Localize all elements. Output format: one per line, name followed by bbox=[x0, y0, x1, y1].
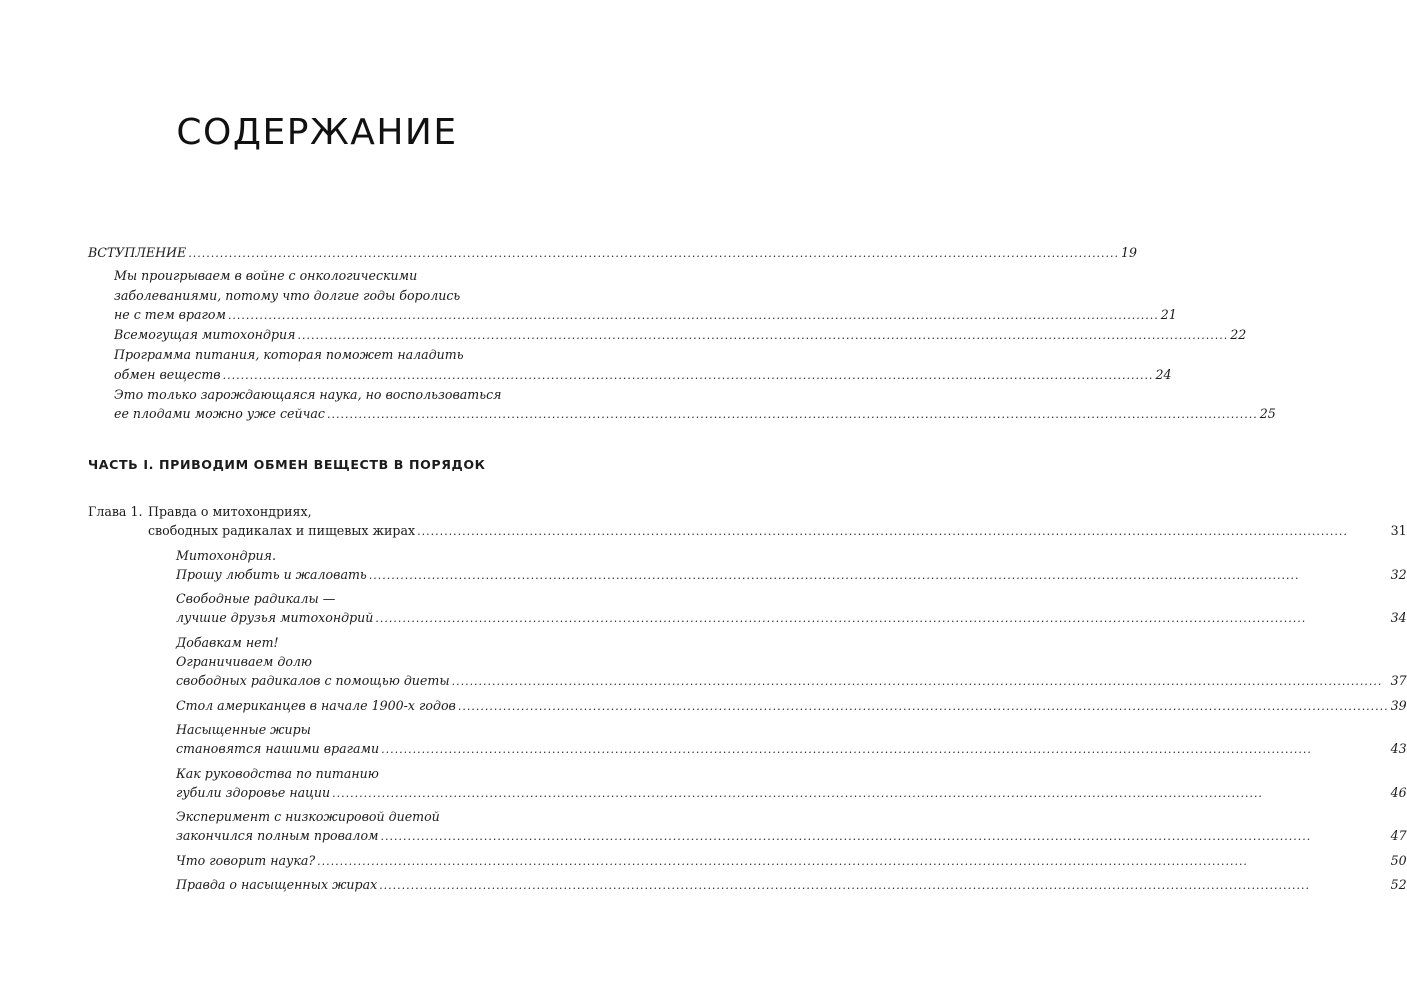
entry-last-line bbox=[176, 875, 1407, 895]
toc-subentry[interactable] bbox=[176, 696, 1407, 716]
toc-subentry[interactable] bbox=[114, 266, 1177, 325]
entry-last-line bbox=[176, 739, 1407, 759]
entry-line: свободных радикалах и пищевых жирах bbox=[148, 523, 416, 539]
entry-last-line bbox=[114, 365, 1172, 385]
toc-subentry[interactable] bbox=[176, 764, 1407, 804]
toc-subentry[interactable] bbox=[176, 589, 1407, 629]
entry-line: Эксперимент с низкожировой диетой bbox=[176, 809, 440, 825]
toc-subentry[interactable] bbox=[176, 807, 1407, 847]
toc-subentry[interactable] bbox=[114, 345, 1172, 385]
page-number: 21 bbox=[1160, 306, 1177, 322]
toc-subentry[interactable] bbox=[114, 325, 1247, 345]
entry-line: лучшие друзья митохондрий bbox=[176, 610, 374, 626]
toc-subentry[interactable] bbox=[176, 851, 1407, 871]
entry-last-line bbox=[148, 521, 1407, 541]
page-number: 52 bbox=[1390, 877, 1407, 893]
toc-subentry[interactable] bbox=[176, 546, 1407, 586]
entry-line: закончился полным провалом bbox=[176, 828, 379, 844]
page-number: 19 bbox=[1121, 245, 1138, 260]
dot-leader bbox=[379, 876, 1388, 895]
entry-line: ее плодами можно уже сейчас bbox=[114, 406, 325, 422]
page-number: 50 bbox=[1390, 852, 1407, 868]
dot-leader bbox=[380, 827, 1388, 846]
entry-line: Это только зарождающаяся наука, но воспользоваться bbox=[114, 387, 502, 403]
toc-entry-intro[interactable] bbox=[88, 243, 1138, 263]
dot-leader bbox=[317, 852, 1389, 871]
entry-line: Правда о митохондриях, bbox=[148, 503, 312, 519]
chapter-body bbox=[148, 502, 1407, 895]
dot-leader bbox=[381, 740, 1389, 759]
page-number: 37 bbox=[1390, 673, 1407, 689]
page-title: СОДЕРЖАНИЕ bbox=[176, 112, 458, 153]
chapter-subentries bbox=[148, 546, 1407, 896]
entry-line: Правда о насыщенных жирах bbox=[176, 877, 378, 893]
dot-leader bbox=[375, 609, 1388, 628]
entry-line: свободных радикалов с помощью диеты bbox=[176, 673, 450, 689]
entry-line: Добавкам нет! bbox=[176, 634, 279, 650]
toc-subentry[interactable] bbox=[176, 720, 1407, 760]
page-number: 25 bbox=[1259, 406, 1276, 422]
entry-last-line bbox=[176, 565, 1407, 585]
entry-last-line bbox=[114, 404, 1276, 424]
entry-last-line bbox=[176, 851, 1407, 871]
dot-leader bbox=[417, 522, 1389, 541]
dot-leader bbox=[223, 366, 1154, 385]
page-number: 39 bbox=[1390, 697, 1407, 713]
entry-line: Стол американцев в начале 1900-х годов bbox=[176, 697, 456, 713]
page-number: 32 bbox=[1390, 566, 1407, 582]
entry-last-line bbox=[176, 696, 1407, 716]
page-number: 22 bbox=[1230, 327, 1247, 343]
page-number: 43 bbox=[1390, 741, 1407, 757]
entry-line: становятся нашими врагами bbox=[176, 741, 380, 757]
entry-last-line bbox=[176, 783, 1407, 803]
entry-line: Программа питания, которая поможет наладить bbox=[114, 347, 464, 363]
entry-line: губили здоровье нации bbox=[176, 784, 331, 800]
chapter-number: Глава 1. bbox=[88, 503, 143, 519]
part-title: ЧАСТЬ I. ПРИВОДИМ ОБМЕН ВЕЩЕСТВ В ПОРЯДОК bbox=[88, 456, 486, 472]
toc-subentry[interactable] bbox=[176, 633, 1407, 692]
page-number: 47 bbox=[1390, 828, 1407, 844]
entry-line: Мы проигрываем в войне с онкологическими bbox=[114, 268, 418, 284]
entry-line: Ограничиваем долю bbox=[176, 654, 313, 670]
entry-last-line bbox=[114, 305, 1177, 325]
dot-leader bbox=[297, 326, 1228, 345]
toc-entry-chapter-title[interactable] bbox=[148, 502, 1407, 542]
entry-line: не с тем врагом bbox=[114, 306, 226, 322]
dot-leader bbox=[452, 672, 1389, 691]
chapter-1 bbox=[88, 502, 1407, 895]
page-number: 24 bbox=[1155, 366, 1172, 382]
dot-leader bbox=[327, 405, 1258, 424]
entry-last-line bbox=[88, 243, 1138, 263]
dot-leader bbox=[228, 306, 1159, 325]
entry-last-line bbox=[176, 608, 1407, 628]
page-number: 34 bbox=[1390, 610, 1407, 626]
toc-subentry[interactable] bbox=[176, 875, 1407, 895]
entry-line: ВСТУПЛЕНИЕ bbox=[88, 245, 187, 260]
entry-line: обмен веществ bbox=[114, 366, 221, 382]
entry-line: Как руководства по питанию bbox=[176, 765, 379, 781]
entry-line: Насыщенные жиры bbox=[176, 721, 311, 737]
page-number: 46 bbox=[1390, 784, 1407, 800]
entry-line: заболеваниями, потому что долгие годы боролись bbox=[114, 287, 461, 303]
dot-leader bbox=[332, 784, 1389, 803]
entry-last-line bbox=[176, 826, 1407, 846]
page-number: 31 bbox=[1390, 523, 1407, 539]
intro-section bbox=[88, 243, 1276, 425]
entry-line: Митохондрия. bbox=[176, 547, 277, 563]
entry-last-line bbox=[176, 671, 1407, 691]
entry-line: Прошу любить и жаловать bbox=[176, 566, 367, 582]
dot-leader bbox=[369, 566, 1389, 585]
entry-line: Свободные радикалы — bbox=[176, 591, 336, 607]
toc-subentry[interactable] bbox=[114, 385, 1276, 425]
dot-leader bbox=[458, 697, 1389, 716]
entry-line: Всемогущая митохондрия bbox=[114, 327, 296, 343]
table-of-contents bbox=[88, 243, 1407, 895]
dot-leader bbox=[188, 244, 1119, 263]
entry-last-line bbox=[114, 325, 1247, 345]
intro-subentries bbox=[88, 266, 1276, 424]
entry-line: Что говорит наука? bbox=[176, 852, 316, 868]
